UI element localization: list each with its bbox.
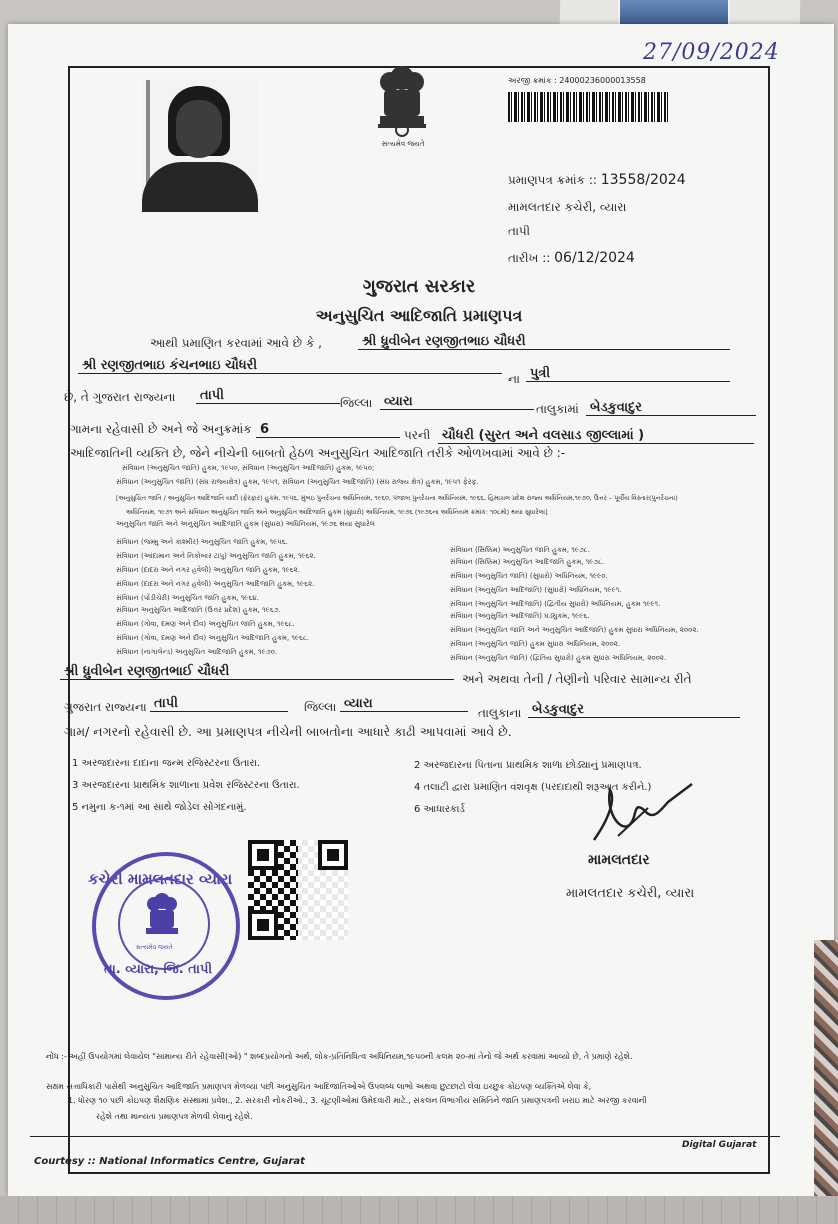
ref-left-9: સંવિધાન (નાગાલેન્ડ) અનુસુચિત આદિજાતિ હુકમ, ૧૯૭૦.: [116, 648, 278, 656]
document-item-2: 2 અરજદારના પિતાના પ્રાથમિક શાળા છોડ્યાનું પ્રમાણપત્ર.: [414, 760, 642, 771]
issue-date: 06/12/2024: [554, 250, 635, 266]
issuing-district: તાપી: [508, 224, 531, 238]
ref-right-4: સંવિધાન (અનુસુચિત આદિજાતિ) (સુધારો) અધિનિયમ, ૧૯૯૧.: [450, 586, 622, 594]
sub-district-value: વ્યારા: [380, 394, 534, 410]
state-text: છે, તે ગુજરાત રાજ્યના: [64, 390, 176, 404]
background-table: [0, 1196, 838, 1224]
caste-label: પરની: [404, 428, 431, 442]
relation: પુત્રી: [526, 366, 730, 382]
serial-number: 6: [256, 422, 400, 438]
digital-gujarat: Digital Gujarat: [682, 1140, 757, 1150]
district-value-2: તાપી: [150, 696, 288, 712]
ref-left-2: સંવિધાન (આંદામાન અને નિકોબાર ટાપુ) અનુસુચિત જાતિ હુકમ, ૧૯૬૨.: [116, 552, 316, 560]
issuing-office: મામલતદાર કચેરી, વ્યારા: [508, 200, 627, 214]
document-item-6: 6 આધારકાર્ડ: [414, 804, 465, 815]
signatory-title: મામલતદાર: [588, 852, 650, 868]
ref-right-3: સંવિધાન (અનુસુચિત જાતિ) (સુધારો) અધિનિયમ, ૧૯૯૦.: [450, 572, 608, 580]
note-4: રહેશે તથા માન્યતા પ્રમાણપત્ર મેળવી લેવાનું રહેશે.: [96, 1112, 253, 1121]
village-text: ગામના રહેવાસી છે અને જે અનુક્રમાંક: [70, 422, 252, 436]
ref-right-1: સંવિધાન (સિક્કિમ) અનુસુચિત જાતિ હુકમ, ૧૯૭૮.: [450, 546, 590, 554]
district-label-2: જિલ્લા: [304, 700, 337, 714]
footer-divider: [30, 1136, 780, 1137]
certify-text: આથી પ્રમાણિત કરવામાં આવે છે કે ,: [150, 336, 322, 350]
handwritten-date: 27/09/2024: [643, 40, 780, 65]
signatory-office: મામલતદાર કચેરી, વ્યારા: [566, 886, 695, 901]
application-number: અરજી ક્રમાંક : 24000236000013558: [508, 76, 646, 85]
father-name: શ્રી રણજીતભાઇ કંચનભાઇ ચૌધરી: [78, 358, 502, 374]
office-stamp: [92, 852, 240, 1000]
ref-left-1: સંવિધાન (જમ્મુ અને કાશ્મીર) અનુસુચિત જાતિ હુકમ, ૧૯૫૬.: [116, 538, 288, 546]
resident-text: ગામ/ નગરનો રહેવાસી છે. આ પ્રમાણપત્ર નીચેની બાબતોના આધારે કાઢી આપવામાં આવે છે.: [64, 724, 512, 739]
family-text: અને અથવા તેની / તેણીનો પરિવાર સામાન્ય રીતે: [462, 672, 692, 686]
sub-district-value-2: વ્યારા: [340, 696, 468, 712]
ref-left-4: સંવિધાન (દાદરા અને નગર હવેલી) અનુસુચિત આદિજાતિ હુકમ, ૧૯૬૨.: [116, 580, 315, 588]
stamp-top-text: કચેરી મામલતદાર વ્યારા: [88, 870, 233, 888]
note-1: નોંધ :- અહીં ઉપયોગમાં લેવાયેલ "સામાન્ય રીતે રહેવાસી(ઓ) " શબ્દપ્રયોગનો અર્થ, લોક-પ્રતિનિધિત્વ અધિનિયમ,૧૯૫૦ની કલમ ૨૦-માં તેનો જે અર્થ કરવામાં આવ્યો છે, તે પ્રમાણે રહેશે.: [46, 1052, 633, 1061]
order-line-4: અધિનિયમ, ૧૯૭૧ અને સંવિધાન અનુસુચિત જાતિ અને અનુસુચિત આદિજાતિ હુકમ (સુધારો) અધિનિયમ, ૧૯૭૬ (૧૯૭૬ના અધિનિયમ ક્રમાંક: ૧૦૮મો) થયા સુધારેલા]: [126, 508, 548, 516]
issue-date-line: [508, 250, 635, 266]
document-item-4: 4 તલાટી દ્વારા પ્રમાણિત વંશવૃક્ષ (પરદાદાથી શરૂઆત કરીને.): [414, 782, 652, 793]
caste-value: ચૌધરી (સુરત અને વલસાડ જીલ્લામાં ): [438, 428, 754, 444]
ref-left-6: સંવિધાન અનુસુચિત આદિજાતિ (ઉત્તર પ્રદેશ) હુકમ, ૧૯૬૭.: [116, 606, 281, 614]
taluka-label-2: તાલુકાના: [478, 706, 522, 720]
courtesy-text: Courtesy :: National Informatics Centre, Gujarat: [34, 1156, 305, 1167]
taluka-value-2: બેડકુવાદુર: [528, 702, 740, 718]
order-line-5: અનુસુચિત જાતિ અને અનુસુચિત આદિજાતિ હુકમ (સુધારા) અધિનિયમ, ૧૯૭૬ થયા સુધારેલ: [116, 520, 375, 528]
ref-right-8: સંવિધાન (અનુસુચિત જાતિ) હુકમ સુધારા અધિનિયમ, ૨૦૦૨.: [450, 640, 621, 648]
document-item-3: 3 અરજદારના પ્રાથમિક શાળાના પ્રવેશ રજિસ્ટરના ઉતારા.: [72, 780, 300, 791]
certificate-number-line: [508, 172, 686, 188]
barcode: [508, 92, 668, 122]
taluka-label: તાલુકામાં: [536, 402, 579, 416]
ref-right-9: સંવિધાન (અનુસુચિત જાતિ) (દ્વિતિય સુધારો) હુકમ સુધારા અધિનિયમ, ૨૦૦૨.: [450, 654, 667, 662]
applicant-name: શ્રી ધ્રુવીબેન રણજીતભાઇ ચૌધરી: [358, 334, 730, 350]
document-item-1: 1 અરજદારના દાદાના જન્મ રજિસ્ટરના ઉતારા.: [72, 758, 261, 769]
emblem-motto: સત્યમેવ જયતે: [381, 140, 425, 148]
document-item-5: 5 નમુના ક-૧માં આ સાથે જોડેલ સોગંદનામું.: [72, 802, 247, 813]
ref-right-2: સંવિધાન (સિક્કિમ) અનુસુચિત આદિજાતિ હુકમ, ૧૯૭૮.: [450, 558, 605, 566]
ref-right-7: સંવિધાન (અનુસુચિત જાતિ અને અનુસુચિત આદિજાતિ) હુકમ સુધારા અધિનિયમ, ૨૦૦૨.: [450, 626, 699, 634]
signature-icon: [588, 780, 698, 850]
note-3: 1. ધોરણ ૧૦ પછી કોઇપણ શૈક્ષણિક સંસ્થામાં પ્રવેશ., 2. સરકારી નોકરીઓ., 3. ચૂંટણીઓમાં ઉમેદવારી માટે., સંકલન વિભાગીય સમિતિને જાતિ પ્રમાણપત્રની ખરાઇ માટે અરજી કરવાની: [68, 1096, 647, 1105]
tribe-text: આદિજાતિની વ્યક્તિ છે, જેને નીચેની બાબતો હેઠળ અનુસુચિત આદિજાતિ તરીકે ઓળખવામાં આવે છે :-: [70, 446, 566, 460]
order-line-3: [અનુસુચિત જાતિ / અનુસુચિત આદિજાતિ યાદી (ફેરફાર) હુકમ, ૧૯૫૬, મુંબઇ પુનર્રચના અધિનિયમ, ૧૯૬૦, પંજાબ પુનર્રચના અધિનિયમ, ૧૯૬૬, હિમાચલ પ્રદેશ રાજ્ય અધિનિયમ,૧૯૭૦, ઉત્તર – પૂર્વીય વિસ્તાર(પુનર્રચના): [116, 494, 678, 502]
ref-left-3: સંવિધાન (દાદરા અને નગર હવેલી) અનુસુચિત જાતિ હુકમ, ૧૯૬૨.: [116, 566, 300, 574]
stamp-motto: સત્યમેવ જયતે: [136, 944, 173, 951]
ref-left-5: સંવિધાન (પોંડીચેરી) અનુસુચિત જાતિ હુકમ, ૧૯૬૪.: [116, 594, 259, 602]
na-text: ના: [508, 372, 520, 386]
stamp-bottom-text: તા. વ્યારા, જિ. તાપી: [104, 962, 213, 977]
district-value: તાપી: [196, 388, 340, 404]
district-label: જિલ્લા: [340, 396, 373, 410]
ref-left-8: સંવિધાન (ગોવા, દમણ અને દીવ) અનુસુચિત આદિજાતિ હુકમ, ૧૯૬૮.: [116, 634, 310, 642]
certificate-number-label: પ્રમાણપત્ર ક્રમાંક ::: [508, 173, 601, 187]
stamp-emblem-icon: [142, 892, 182, 942]
order-line-1: સંવિધાન (અનુસુચિત જાતિ) હુકમ, ૧૯૫૦, સંવિધાન (અનુસુચિત આદિજાતિ) હુકમ, ૧૯૫૦;: [122, 464, 375, 472]
note-2: સક્ષમ સત્તાધિકારી પાસેથી અનુસુચિત આદિજાતિ પ્રમાણપત્ર મેળવ્યા પછી અનુસુચિત આદિજાતિઓએ ઉપલબ્ધ લાભો અથવા છુટછાટો લેવા ઇચ્છુક કોઇપણ વ્યક્તિએ લેવા કે,: [46, 1082, 592, 1091]
person-name: શ્રી ધ્રુવીબેન રણજીતભાઈ ચૌધરી: [60, 664, 454, 680]
state-text-2: ગુજરાત રાજ્યના: [64, 700, 147, 714]
certificate-title: અનુસુચિત આદિજાતિ પ્રમાણપત્ર: [315, 306, 523, 325]
ref-right-5: સંવિધાન (અનુસુચિત આદિજાતિ) (દ્વિતીય સુધારો) અધિનિયમ, હુકમ ૧૯૯૧.: [450, 600, 661, 608]
qr-code: [248, 840, 348, 940]
applicant-photo: [142, 80, 258, 212]
certificate-number: 13558/2024: [600, 172, 686, 188]
order-line-2: સંવિધાન (અનુસુચિત જાતિ) (સંઘ રાજ્યક્ષેત્ર) હુકમ, ૧૯૫૧, સંવિધાન (અનુસુચિત આદિજાતિ) (સંઘ રાજ્ય ક્ષેત્ર) હુકમ, ૧૯૫૧ ફેરફ.: [116, 478, 479, 486]
issue-date-label: તારીખ ::: [508, 251, 555, 265]
government-title: ગુજરાત સરકાર: [362, 276, 476, 297]
ref-left-7: સંવિધાન (ગોવા, દમણ અને દીવ) અનુસુચિત જાતિ હુકમ, ૧૯૬૮.: [116, 620, 295, 628]
taluka-value: બેડકુવાદુર: [586, 400, 756, 416]
background-fabric: [814, 940, 838, 1200]
ref-right-6: સંવિધાન (અનુસુચિત આદિજાતિ) ઘડ્યુકમ, ૧૯૯૬.: [450, 612, 590, 620]
